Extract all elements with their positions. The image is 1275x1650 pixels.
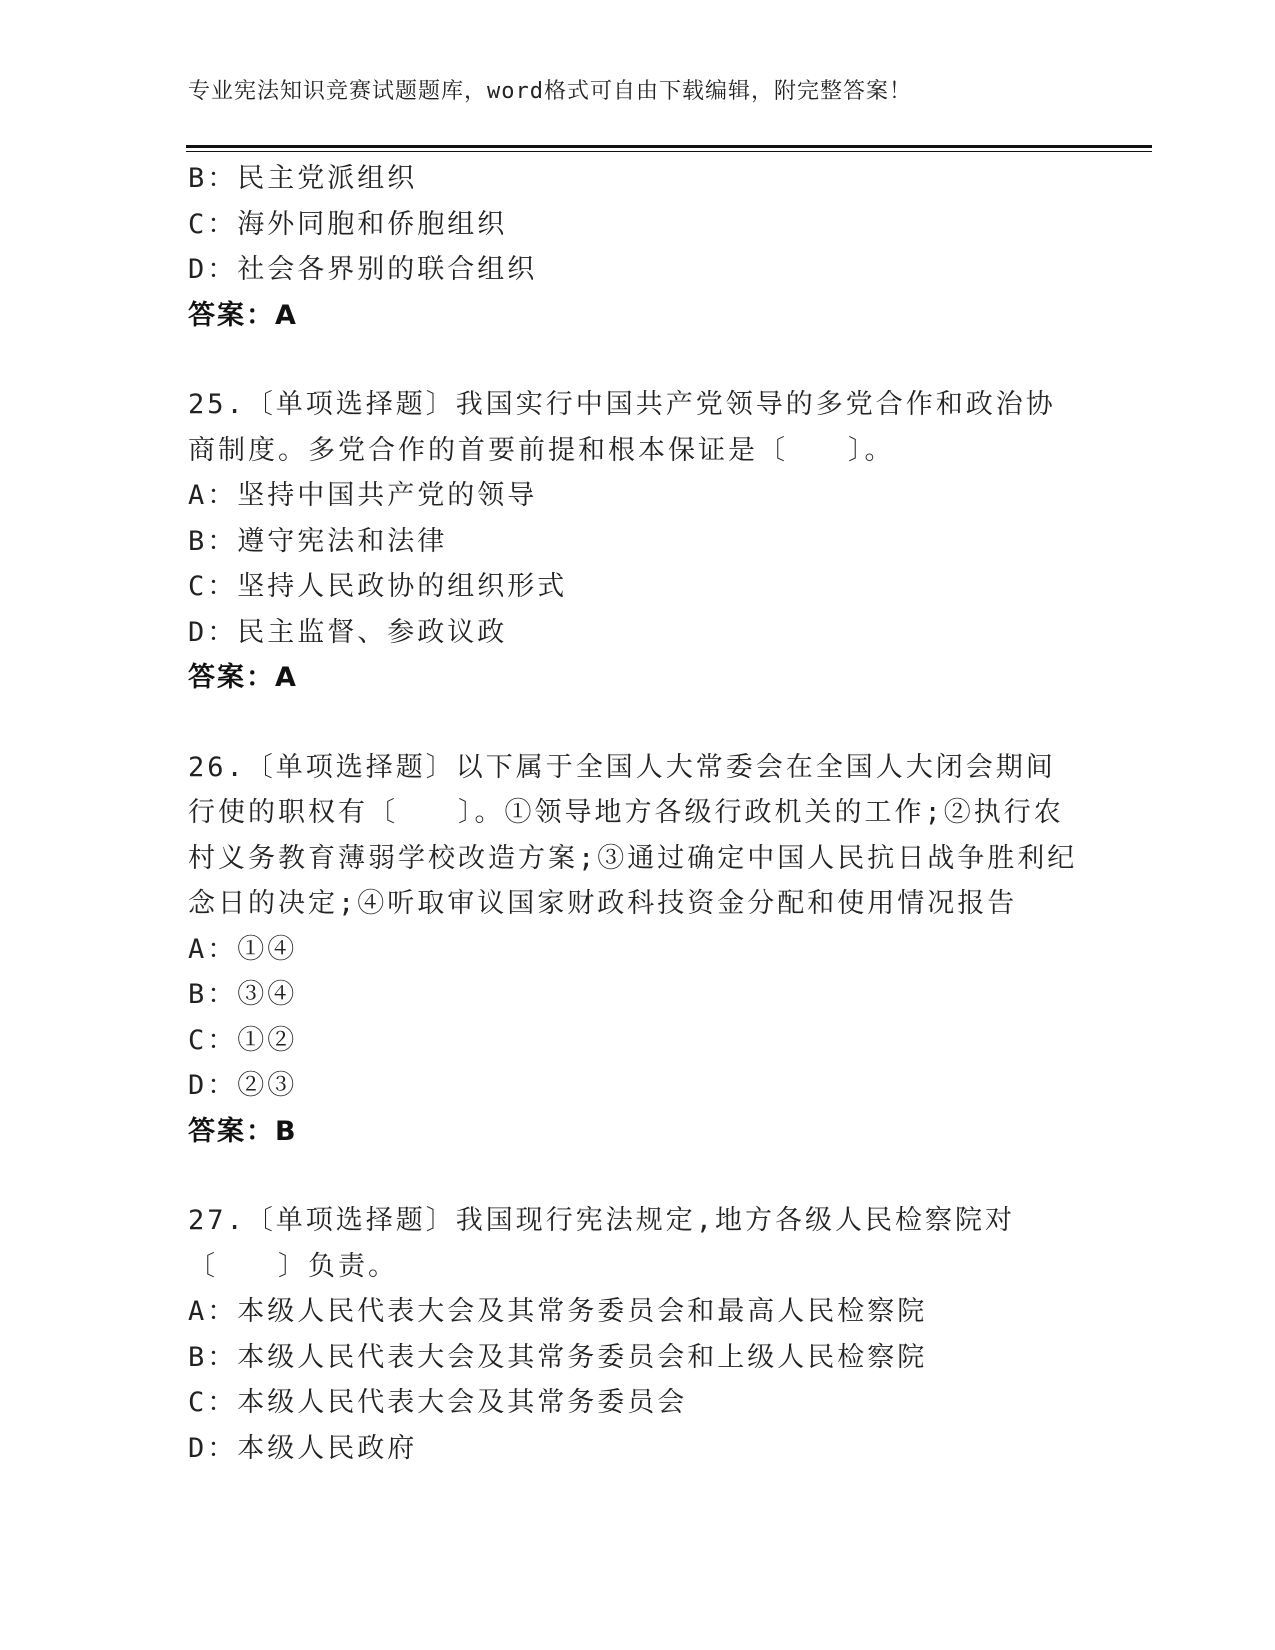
option-item: C：坚持人民政协的组织形式 <box>188 571 568 602</box>
answer-line: 答案：A <box>188 299 298 331</box>
option-item: B：③④ <box>188 979 298 1010</box>
question-stem: 25.〔单项选择题〕我国实行中国共产党领导的多党合作和政治协商制度。多党合作的首要前提和根本保证是〔 〕。 <box>188 389 1056 466</box>
option-item: A：本级人民代表大会及其常务委员会和最高人民检察院 <box>188 1296 928 1327</box>
option-item: A：①④ <box>188 933 298 965</box>
header-rule-thick <box>186 145 1152 148</box>
answer-line: 答案：A <box>188 662 298 693</box>
question-25 <box>188 382 1088 701</box>
option-item: C：①② <box>188 1024 298 1056</box>
option-item: A：坚持中国共产党的领导 <box>188 480 538 511</box>
option-item: D：本级人民政府 <box>188 1432 418 1464</box>
question-content <box>188 156 1088 1471</box>
spacer <box>188 1154 1088 1198</box>
question-26 <box>188 745 1088 1155</box>
page-header: 专业宪法知识竞赛试题题库，word格式可自由下载编辑，附完整答案！ <box>188 79 912 104</box>
option-item: D：②③ <box>188 1070 298 1101</box>
option-item: B：遵守宪法和法律 <box>188 525 448 557</box>
option-item: D：社会各界别的联合组织 <box>188 254 538 285</box>
spacer <box>188 338 1088 382</box>
option-item: C：海外同胞和侨胞组织 <box>188 208 508 240</box>
option-item: C：本级人民代表大会及其常务委员会 <box>188 1387 688 1418</box>
question-stem: 26.〔单项选择题〕以下属于全国人大常委会在全国人大闭会期间行使的职权有〔 〕。①领导地方各级行政机关的工作;②执行农村义务教育薄弱学校改造方案;③通过确定中国人民抗日战争胜利纪念日的决定;④听取审议国家财政科技资金分配和使用情况报告 <box>188 751 1078 919</box>
option-item: D：民主监督、参政议政 <box>188 616 508 648</box>
option-item: B：本级人民代表大会及其常务委员会和上级人民检察院 <box>188 1341 928 1373</box>
spacer <box>188 701 1088 745</box>
question-stem: 27.〔单项选择题〕我国现行宪法规定,地方各级人民检察院对〔 〕负责。 <box>188 1205 1016 1282</box>
header-rule-thin <box>186 151 1152 152</box>
option-item: B：民主党派组织 <box>188 163 418 194</box>
question-27 <box>188 1198 1088 1471</box>
answer-line: 答案：B <box>188 1115 298 1147</box>
intro-block <box>188 156 1088 338</box>
